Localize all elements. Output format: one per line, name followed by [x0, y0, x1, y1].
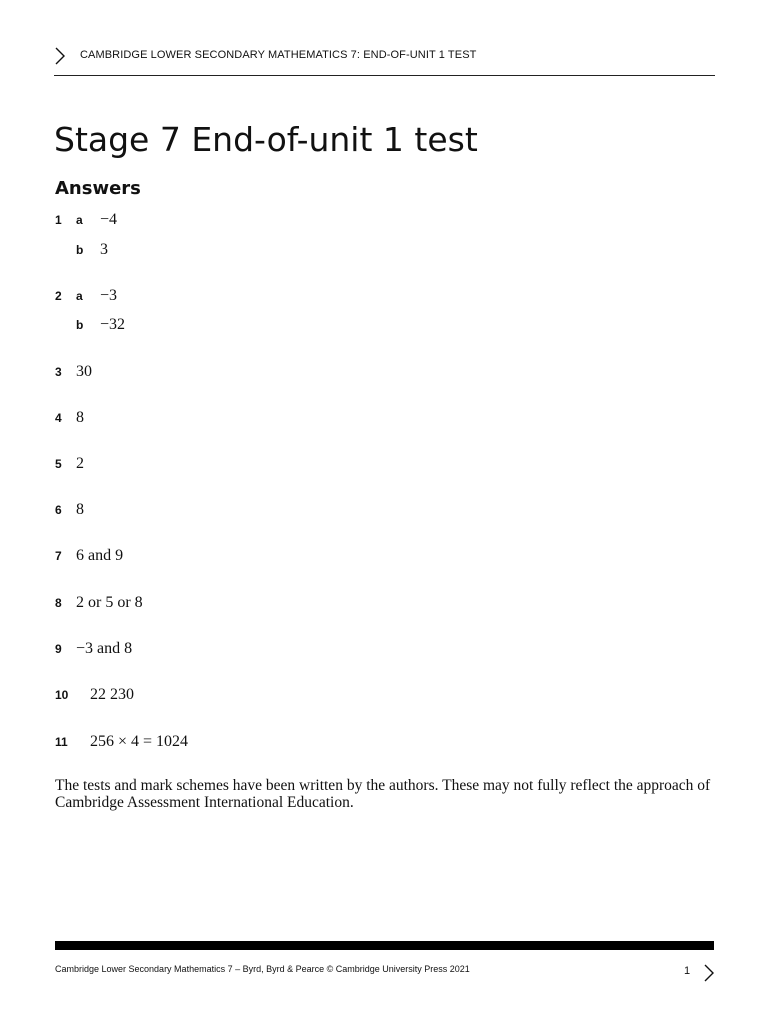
question-number: 2 — [55, 289, 62, 303]
answer-value: 2 or 5 or 8 — [76, 594, 143, 611]
question-part: b — [76, 243, 84, 257]
answer-value: −3 — [100, 287, 118, 304]
chevron-right-icon — [54, 46, 66, 66]
disclaimer-note: The tests and mark schemes have been written by the authors. These may not fully reflect the approach of Cambridge Assessment International Education. — [55, 777, 711, 811]
question-part: a — [76, 289, 83, 303]
question-part: b — [76, 318, 84, 332]
answer-value: −4 — [100, 211, 118, 228]
question-number: 1 — [55, 213, 62, 227]
footer-bar — [55, 941, 714, 950]
page-number: 1 — [684, 965, 691, 977]
question-number: 7 — [55, 549, 62, 563]
answer-value: 6 and 9 — [76, 547, 124, 564]
question-part: a — [76, 213, 83, 227]
question-number: 5 — [55, 457, 62, 471]
answer-value: 30 — [76, 363, 92, 380]
header-divider — [54, 75, 715, 76]
answer-value: 22 230 — [90, 686, 134, 703]
section-heading: Answers — [55, 178, 141, 199]
question-number: 9 — [55, 642, 62, 656]
question-number: 11 — [55, 735, 68, 749]
answer-value: 8 — [76, 409, 84, 426]
question-number: 3 — [55, 365, 62, 379]
footer-credit: Cambridge Lower Secondary Mathematics 7 – Byrd, Byrd & Pearce © Cambridge University Press 2021 — [55, 964, 470, 974]
answer-value: −32 — [100, 316, 126, 333]
question-number: 4 — [55, 411, 62, 425]
chevron-right-icon[interactable] — [703, 963, 715, 983]
question-number: 6 — [55, 503, 62, 517]
answer-value: 2 — [76, 455, 84, 472]
question-number: 8 — [55, 596, 62, 610]
answer-value: 256 × 4 = 1024 — [90, 733, 189, 750]
running-header — [54, 46, 715, 68]
answer-value: 3 — [100, 241, 108, 258]
answer-value: 8 — [76, 501, 84, 518]
page-title: Stage 7 End-of-unit 1 test — [54, 120, 478, 159]
question-number: 10 — [55, 688, 69, 702]
answer-value: −3 and 8 — [76, 640, 133, 657]
running-title: CAMBRIDGE LOWER SECONDARY MATHEMATICS 7: END-OF-UNIT 1 TEST — [80, 49, 477, 61]
